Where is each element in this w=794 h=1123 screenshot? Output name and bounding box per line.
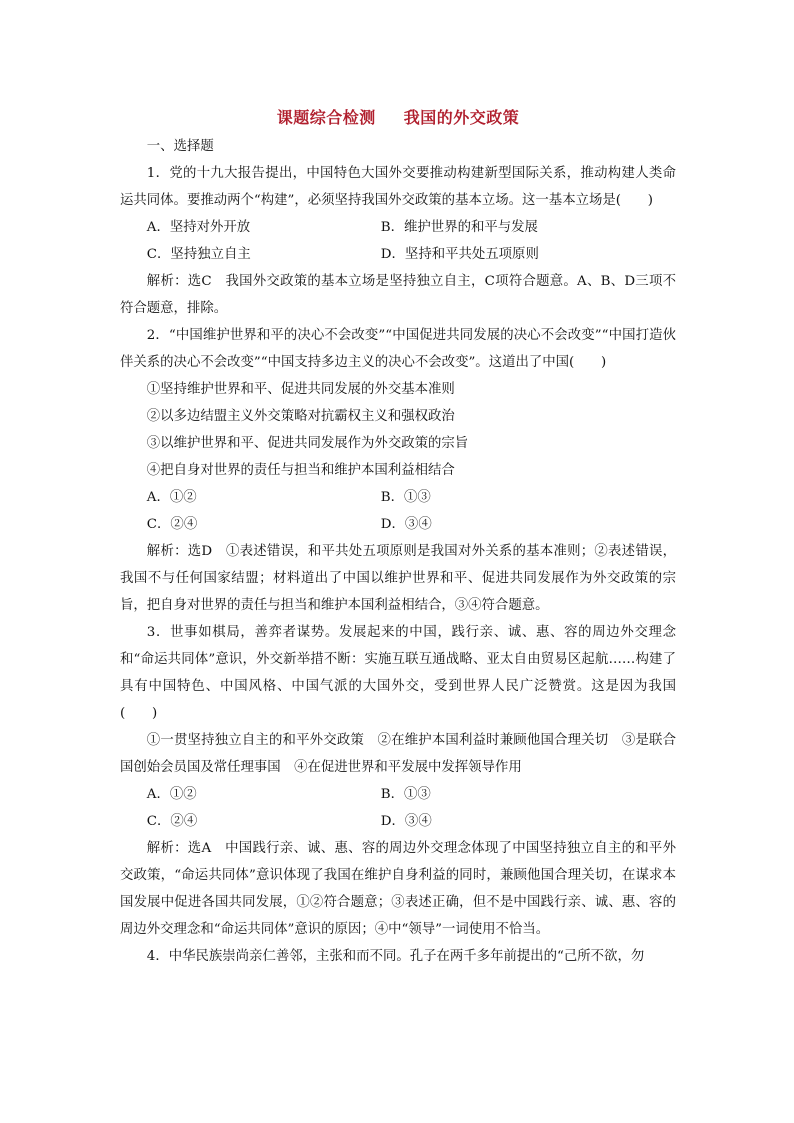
statement-group: ①一贯坚持独立自主的和平外交政策 ②在维护本国利益时兼顾他国合理关切 ③是联合国创始会员国及常任理事国 ④在促进世界和平发展中发挥领导作用 [120, 733, 676, 775]
option-d: D．③④ [380, 517, 432, 532]
option-b: B．①③ [380, 490, 431, 505]
option-d: D．③④ [380, 814, 432, 829]
answer-analysis: 解析：选D ①表述错误，和平共处五项原则是我国对外关系的基本准则；②表述错误，我国不与任何国家结盟；材料道出了中国以维护世界和平、促进共同发展作为外交政策的宗旨，把自身对世界的责任与担当和维护本国利益相结合，③④符合题意。 [120, 544, 676, 613]
title-part-2: 我国的外交政策 [403, 108, 520, 127]
option-b: B．①③ [380, 787, 431, 802]
option-c: C．②④ [146, 814, 198, 829]
section-heading: 一、选择题 [146, 139, 214, 154]
answer-analysis: 解析：选C 我国外交政策的基本立场是坚持独立自主，C项符合题意。A、B、D三项不符合题意，排除。 [120, 274, 676, 316]
question-stem: 3．世事如棋局，善弈者谋势。发展起来的中国，践行亲、诚、惠、容的周边外交理念和“命运共同体”意识，外交新举措不断：实施互联互通战略、亚太自由贸易区起航……构建了具有中国特色、中国风格、中国气派的大国外交，受到世界人民广泛赞赏。这是因为我国( ) [120, 625, 676, 721]
statement-1: ①坚持维护世界和平、促进共同发展的外交基本准则 [146, 382, 455, 397]
statement-2: ②以多边结盟主义外交策略对抗霸权主义和强权政治 [146, 409, 455, 424]
answer-analysis: 解析：选A 中国践行亲、诚、惠、容的周边外交理念体现了中国坚持独立自主的和平外交政策，“命运共同体”意识体现了我国在维护自身利益的同时，兼顾他国合理关切，在谋求本国发展中促进各国共同发展，①②符合题意；③表述正确，但不是中国践行亲、诚、惠、容的周边外交理念和“命运共同体”意识的原因；④中“领导”一词使用不恰当。 [120, 841, 676, 937]
option-b: B．维护世界的和平与发展 [380, 220, 538, 235]
statement-4: ④把自身对世界的责任与担当和维护本国利益相结合 [146, 463, 455, 478]
page-title [120, 103, 676, 133]
option-a: A．坚持对外开放 [146, 220, 251, 235]
document-page [120, 100, 676, 970]
statement-3: ③以维护世界和平、促进共同发展作为外交政策的宗旨 [146, 436, 469, 451]
option-row [120, 214, 676, 241]
option-row [120, 484, 676, 511]
question-2 [120, 322, 676, 619]
option-row [120, 781, 676, 808]
option-row [120, 808, 676, 835]
option-c: C．②④ [146, 517, 198, 532]
option-c: C．坚持独立自主 [146, 247, 251, 262]
question-4 [120, 943, 676, 970]
question-3 [120, 619, 676, 943]
option-a: A．①② [146, 490, 197, 505]
question-1 [120, 160, 676, 322]
option-row [120, 511, 676, 538]
question-stem: 2．“中国维护世界和平的决心不会改变”“中国促进共同发展的决心不会改变”“中国打造伙伴关系的决心不会改变”“中国支持多边主义的决心不会改变”。这道出了中国( ) [120, 328, 676, 370]
option-a: A．①② [146, 787, 197, 802]
option-row [120, 241, 676, 268]
question-stem: 1．党的十九大报告提出，中国特色大国外交要推动构建新型国际关系，推动构建人类命运共同体。要推动两个“构建”，必须坚持我国外交政策的基本立场。这一基本立场是( ) [120, 166, 676, 208]
title-part-1: 课题综合检测 [276, 108, 376, 127]
option-d: D．坚持和平共处五项原则 [380, 247, 539, 262]
question-stem: 4．中华民族崇尚亲仁善邻，主张和而不同。孔子在两千多年前提出的“己所不欲，勿 [146, 949, 645, 964]
